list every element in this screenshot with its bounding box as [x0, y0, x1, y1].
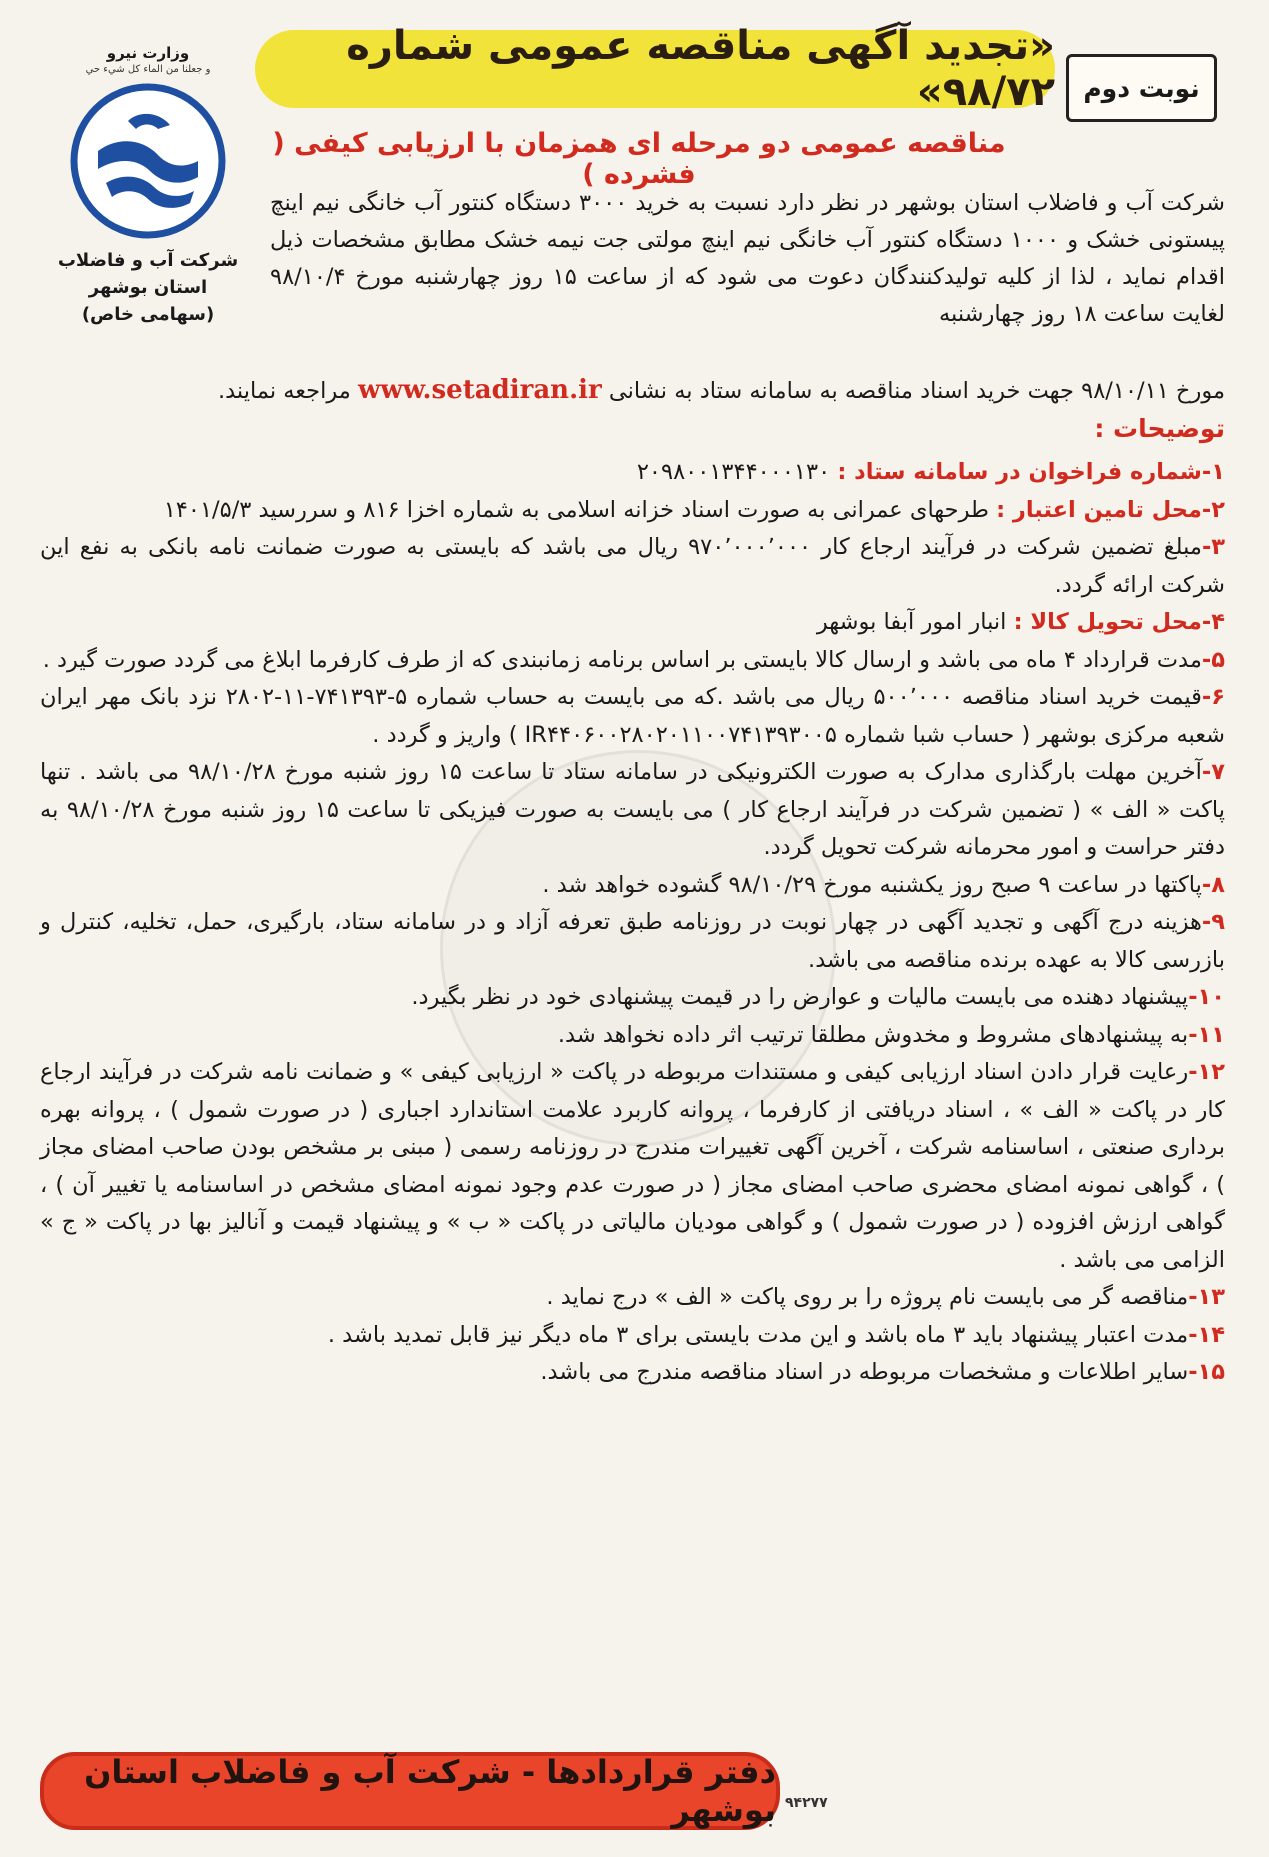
list-item	[40, 904, 1225, 979]
item-text: هزینه درج آگهی و تجدید آگهی در چهار نوبت در روزنامه طبق تعرفه آزاد و در سامانه ستاد، بارگیری، حمل، تخلیه، کنترل و بازرسی کالا به عهده برنده مناقصه می باشد.	[40, 909, 1225, 973]
tender-subtitle: مناقصه عمومی دو مرحله ای همزمان با ارزیابی کیفی ( فشرده )	[272, 128, 1006, 190]
list-item	[40, 679, 1225, 754]
item-text: انبار امور آبفا بوشهر	[816, 609, 1007, 635]
item-text: مدت اعتبار پیشنهاد باید ۳ ماه باشد و این مدت بایستی برای ۳ ماه دیگر نیز قابل تمدید باشد .	[327, 1321, 1189, 1348]
list-item	[40, 1354, 1225, 1392]
footer-code: ۹۴۲۷۷	[785, 1795, 828, 1811]
item-text: پاکتها در ساعت ۹ صبح روز یکشنبه مورخ ۹۸/۱۰/۲۹ گشوده خواهد شد .	[542, 871, 1202, 898]
item-text: به پیشنهادهای مشروط و مخدوش مطلقا ترتیب اثر داده نخواهد شد.	[557, 1021, 1189, 1048]
item-number: ۵-	[1201, 646, 1225, 673]
description-items-list	[40, 454, 1225, 1392]
company-name	[48, 247, 248, 328]
intro-last-line	[45, 372, 1225, 410]
item-number: ۷-	[1201, 759, 1225, 785]
item-text: مناقصه گر می بایست نام پروژه را بر روی پاکت « الف » درج نماید .	[546, 1284, 1189, 1310]
list-item	[40, 1054, 1225, 1279]
item-text: ۲۰۹۸۰۰۱۳۴۴۰۰۰۱۳۰	[636, 459, 831, 485]
item-number: ۹-	[1201, 909, 1225, 935]
item-text: قیمت خرید اسناد مناقصه ۵۰۰٬۰۰۰ ریال می باشد .که می بایست به حساب شماره ۵-۷۴۱۳۹۳-۱۱-۲۸۰۲ نزد بانک مهر ایران شعبه مرکزی بوشهر ( حساب شبا شماره IR۴۴۰۶۰۰۲۸۰۲۰۱۱۰۰۷۴۱۳۹۳۰۰۵ ) واریز و گردد .	[40, 684, 1225, 748]
item-number: ۱۵-	[1188, 1359, 1225, 1385]
item-text: مدت قرارداد ۴ ماه می باشد و ارسال کالا بایستی بر اساس برنامه زمانبندی که از طرف کارفرما ابلاغ می گردد صورت گیرد .	[42, 646, 1202, 673]
list-item	[40, 1279, 1225, 1317]
item-number: ۱۳-	[1188, 1284, 1225, 1310]
item-label: محل تامین اعتبار :	[996, 496, 1202, 523]
list-item	[40, 642, 1225, 680]
round-badge	[1066, 54, 1217, 122]
company-name-line3: (سهامی خاص)	[81, 304, 215, 325]
list-item	[40, 754, 1225, 867]
list-item	[40, 1317, 1225, 1355]
company-name-line2: استان بوشهر	[88, 277, 208, 298]
list-item	[40, 492, 1225, 530]
company-name-line1: شرکت آب و فاضلاب	[57, 250, 239, 271]
water-drop-logo-icon	[58, 81, 238, 241]
item-text: سایر اطلاعات و مشخصات مربوطه در اسناد مناقصه مندرج می باشد.	[540, 1359, 1189, 1385]
item-number: ۶-	[1201, 684, 1225, 710]
item-number: ۱۲-	[1188, 1059, 1225, 1085]
list-item	[40, 979, 1225, 1017]
item-number: ۴-	[1201, 609, 1225, 635]
item-label: شماره فراخوان در سامانه ستاد :	[837, 459, 1202, 485]
list-item	[40, 1017, 1225, 1055]
intro-paragraph: شرکت آب و فاضلاب استان بوشهر در نظر دارد نسبت به خرید ۳۰۰۰ دستگاه کنتور آب خانگی نیم اینچ پیستونی خشک و ۱۰۰۰ دستگاه کنتور آب خانگی نیم اینچ مولتی جت نیمه خشک مطابق مشخصات ذیل اقدام نماید ، لذا از کلیه تولیدکنندگان دعوت می شود که از ساعت ۱۵ روز چهارشنبه مورخ ۹۸/۱۰/۴ لغایت ساعت ۱۸ روز چهارشنبه	[270, 190, 1226, 327]
footer-text: دفتر قراردادها - شرکت آب و فاضلاب استان بوشهر	[84, 1753, 776, 1829]
item-number: ۳-	[1201, 534, 1226, 560]
list-item	[40, 604, 1225, 642]
description-heading: توضیحات :	[1094, 414, 1225, 443]
list-item	[40, 867, 1225, 905]
round-label: نوبت دوم	[1083, 73, 1200, 103]
item-number: ۱۰-	[1188, 984, 1225, 1010]
item-text: آخرین مهلت بارگذاری مدارک به صورت الکترونیکی در سامانه ستاد تا ساعت ۱۵ روز شنبه مورخ ۹۸/۱۰/۲۸ می باشد . تنها پاکت « الف » ( تضمین شرکت در فرآیند ارجاع کار ) می بایست به صورت فیزیکی تا ساعت ۱۵ روز شنبه مورخ ۹۸/۱۰/۲۸ به دفتر حراست و امور محرمانه شرکت تحویل گردد.	[40, 759, 1225, 860]
item-number: ۱۴-	[1188, 1321, 1225, 1348]
item-text: مبلغ تضمین شرکت در فرآیند ارجاع کار ۹۷۰٬۰۰۰٬۰۰۰ ریال می باشد که بایستی به صورت ضمانت نامه بانکی به نفع این شرکت ارائه گردد.	[40, 534, 1225, 598]
notice-title-banner	[255, 23, 1055, 115]
setad-website-link[interactable]: www.setadiran.ir	[357, 375, 602, 405]
company-logo-block	[48, 40, 248, 350]
logo-slogan: و جعلنا من الماء كل شيء حي	[85, 64, 211, 75]
notice-title: «تجدید آگهی مناقصه عمومی شماره ۹۸/۷۲»	[346, 23, 1055, 115]
list-item	[40, 454, 1225, 492]
footer-banner	[40, 1752, 780, 1830]
intro-last-after: مراجعه نمایند.	[217, 378, 351, 404]
item-text: رعایت قرار دادن اسناد ارزیابی کیفی و مستندات مربوطه در پاکت « ارزیابی کیفی » و ضمانت نامه شرکت در فرآیند ارجاع کار در پاکت « الف » ، اسناد دریافتی از کارفرما ، پروانه کاربرد علامت استاندارد اجباری ( در صورت شمول ) ، پروانه بهره برداری صنعتی ، اساسنامه شرکت ، آخرین آگهی تغییرات مندرج در روزنامه رسمی ( مبنی بر مشخص بودن صاحب امضای مجاز ) ، گواهی نمونه امضای محضری صاحب امضای مجاز ( در صورت عدم وجود نمونه امضای مشخص در اساسنامه یا تغییر آن ) ، گواهی ارزش افزوده ( در صورت شمول ) و گواهی مودیان مالیاتی در پاکت « ب » و پیشنهاد قیمت و آنالیز بها در پاکت « ج » الزامی می باشد .	[40, 1059, 1225, 1273]
item-number: ۱۱-	[1188, 1021, 1225, 1048]
intro-last-before: مورخ ۹۸/۱۰/۱۱ جهت خرید اسناد مناقصه به سامانه ستاد به نشانی	[608, 378, 1225, 404]
ministry-label: وزارت نیرو	[106, 44, 190, 62]
item-number: ۲-	[1201, 496, 1225, 523]
item-number: ۸-	[1201, 871, 1225, 898]
item-text: طرحهای عمرانی به صورت اسناد خزانه اسلامی به شماره اخزا ۸۱۶ و سررسید ۱۴۰۱/۵/۳	[163, 496, 989, 523]
item-text: پیشنهاد دهنده می بایست مالیات و عوارض را در قیمت پیشنهادی خود در نظر بگیرد.	[411, 984, 1189, 1010]
item-label: محل تحویل کالا :	[1013, 609, 1202, 635]
list-item	[40, 529, 1225, 604]
item-number: ۱-	[1201, 459, 1225, 485]
